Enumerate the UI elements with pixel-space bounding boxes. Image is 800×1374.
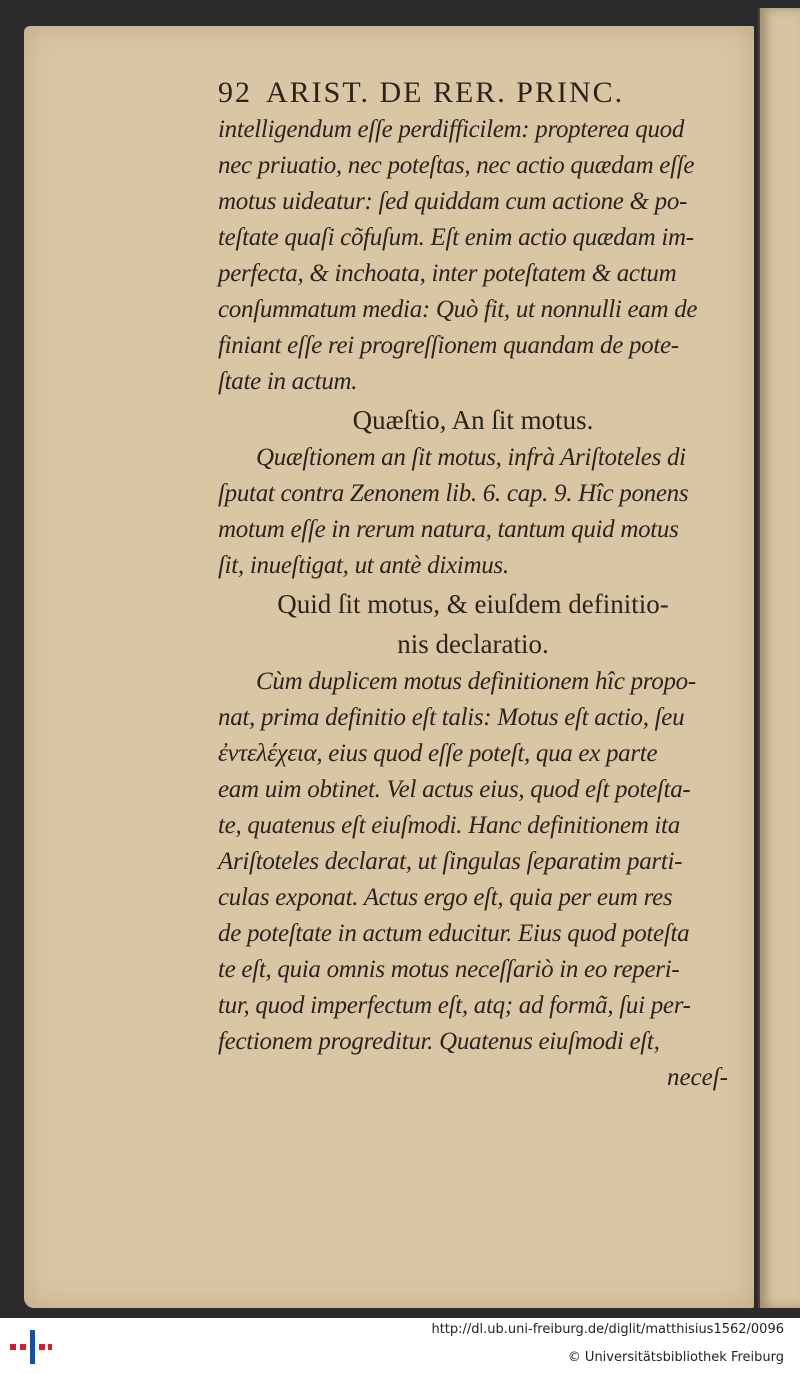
footer-bar [0, 1318, 800, 1374]
section-heading: nis declaratio. [397, 629, 549, 659]
page-text [218, 74, 728, 1096]
running-head-title: ARIST. DE RER. PRINC. [266, 76, 625, 109]
catchword: neceſ- [666, 1064, 728, 1091]
body-line: ſputat contra Zenonem lib. 6. cap. 9. Hîc ponens [218, 480, 689, 507]
body-line: finiant eſſe rei progreſſionem quandam de pote- [218, 332, 679, 359]
body-line: ſit, inueſtigat, ut antè diximus. [218, 552, 509, 579]
body-line: conſummatum media: Quò fit, ut nonnulli eam de [218, 296, 698, 323]
ub-freiburg-logo-icon [10, 1328, 52, 1364]
section-heading: Quid ſit motus, & eiuſdem definitio- [277, 589, 669, 619]
body-line: ſtate in actum. [218, 368, 358, 395]
permalink-url[interactable]: http://dl.ub.uni-freiburg.de/diglit/matthisius1562/0096 [431, 1322, 784, 1337]
body-line: te, quatenus eſt eiuſmodi. Hanc definitionem ita [218, 812, 680, 839]
body-line: motum eſſe in rerum natura, tantum quid motus [218, 516, 679, 543]
copyright-text: © Universitätsbibliothek Freiburg [567, 1350, 784, 1365]
body-line: perfecta, & inchoata, inter poteſtatem & actum [218, 260, 677, 287]
body-line: ἐντελέχεια, eius quod eſſe poteſt, qua ex parte [218, 740, 658, 767]
body-line: motus uideatur: ſed quiddam cum actione & po- [218, 188, 688, 215]
body-line: te eſt, quia omnis motus neceſſariò in eo reperi- [218, 956, 680, 983]
body-line: eam uim obtinet. Vel actus eius, quod eſt poteſta- [218, 776, 691, 803]
facing-page-edge [758, 8, 800, 1308]
section-heading: Quæſtio, An ſit motus. [352, 405, 594, 435]
body-line: nec priuatio, nec poteſtas, nec actio quædam eſſe [218, 152, 695, 179]
page-number: 92 [218, 76, 252, 109]
body-line: fectionem progreditur. Quatenus eiuſmodi eſt, [218, 1028, 660, 1055]
body-line: culas exponat. Actus ergo eſt, quia per eum res [218, 884, 673, 911]
body-line: intelligendum eſſe perdifficilem: propterea quod [218, 116, 685, 143]
body-line: Cùm duplicem motus definitionem hîc propo- [256, 668, 696, 695]
body-line: teſtate quaſi cõfuſum. Eſt enim actio quædam im- [218, 224, 694, 251]
body-line: tur, quod imperfectum eſt, atq; ad formã, ſui per- [218, 992, 691, 1019]
body-line: nat, prima definitio eſt talis: Motus eſt actio, ſeu [218, 704, 685, 731]
running-head [218, 74, 728, 112]
body-line: Ariſtoteles declarat, ut ſingulas ſeparatim parti- [218, 848, 683, 875]
body-line: Quæſtionem an ſit motus, infrà Ariſtoteles di [256, 444, 686, 471]
body-line: de poteſtate in actum educitur. Eius quod poteſta [218, 920, 690, 947]
